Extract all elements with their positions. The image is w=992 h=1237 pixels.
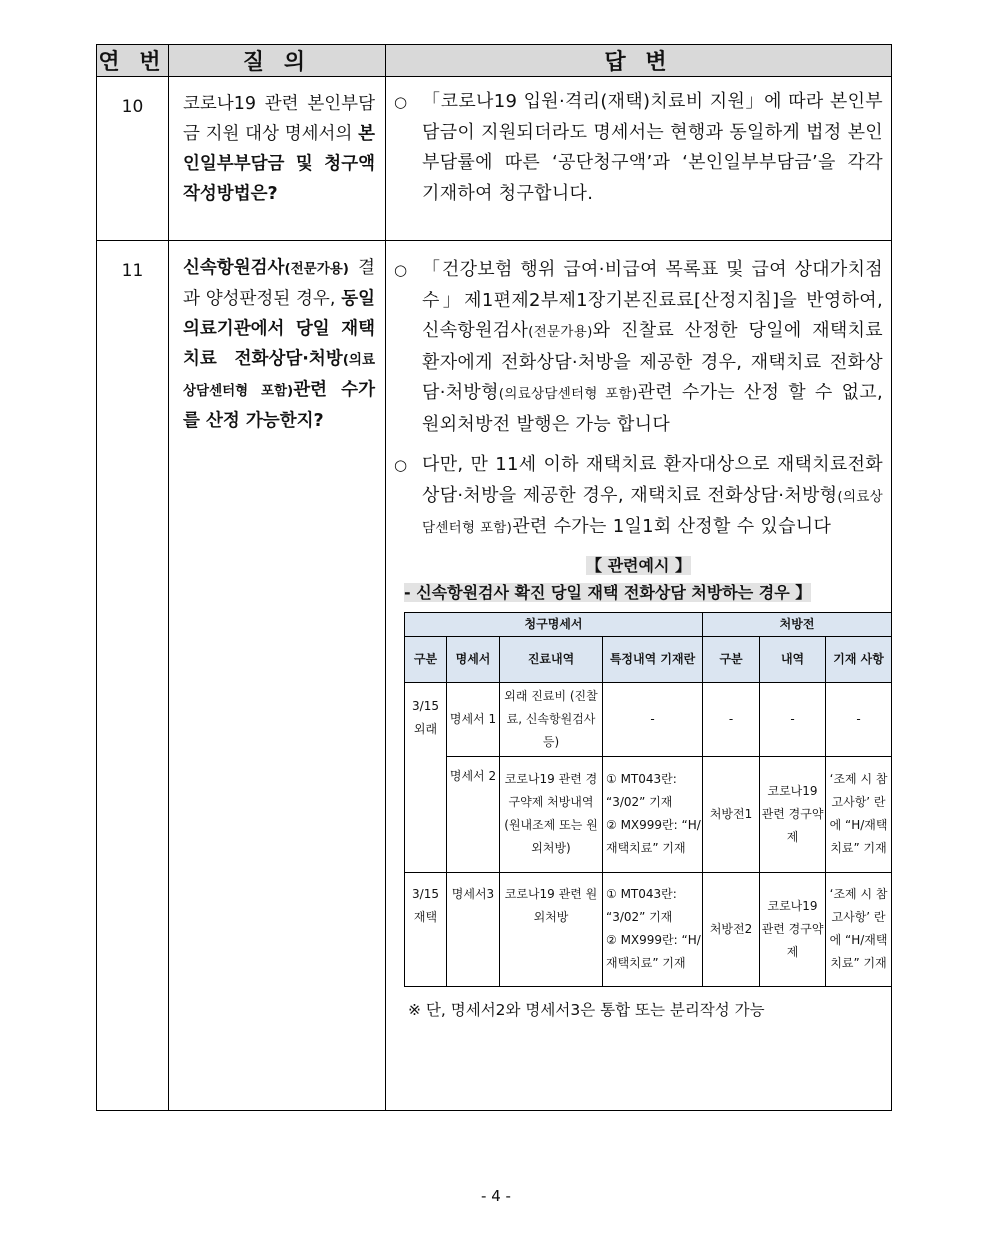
row-number: 11: [97, 241, 169, 1111]
table-cell: 3/15 재택: [405, 872, 447, 986]
circle-bullet-icon: ○: [394, 261, 408, 279]
table-cell: 코로나19 관련 원외처방: [500, 872, 603, 986]
table-cell: 외래 진료비 (진찰료, 신속항원검사 등): [500, 682, 603, 756]
table-cell: 3/15 외래: [405, 682, 447, 872]
answer-cell: [386, 241, 892, 1111]
header-answer: 답 변: [386, 45, 892, 77]
page-number: - 4 -: [481, 1187, 511, 1205]
row-number: 10: [97, 77, 169, 241]
question-cell: [169, 77, 386, 241]
table-cell: 코로나19 관련 경구약제 처방내역 (원내조제 또는 원외처방): [500, 756, 603, 872]
question-bold: 본인일부부담금 및 청구액 작성방법은?: [183, 124, 375, 204]
example-table: 청구명세서 처방전 구분 명세서 진료내역 특정내역 기재란 구분 내역 기재 사항 3/15 외래 명세서 1 외래 진료비 (진찰료, 신속항원검사 등) - - - - 명세서 2 코로나19 관련 경구약제 처방내역 (원내조제 또는 원외처방) ① MT043란: “3/02” 기재 ② MX999란: “H/재택치료” 기재 처방전1 코로나19 관련 경구약제 ‘조제 시 참고사항’ 란에 “H/재택치료” 기재 3/15 재택 명세서3 코로나19 관련 원외처방 ① MT043란: “3/02” 기재 ② MX999란: “H/재택치료” 기재 처방전2 코로나19 관련 경구약제 ‘조제 시 참고사항’ 란에 “H/재택치료” 기재: [404, 612, 892, 987]
circle-bullet-icon: ○: [394, 456, 408, 474]
table-cell: 명세서3: [447, 872, 500, 986]
question-cell: 신속항원검사(전문가용) 결과 양성판정된 경우, 동일 의료기관에서 당일 재택치료 전화상담·처방(의료상담센터형 포함)관련 수가를 산정 가능한지?: [169, 241, 386, 1111]
footnote: ※ 단, 명세서2와 명세서3은 통합 또는 분리작성 가능: [408, 1000, 765, 1019]
example-title: 【 관련예시 】: [586, 555, 691, 575]
header-no: 연 번: [97, 45, 169, 77]
question-text: 코로나19 관련 본인부담금 지원 대상 명세서의: [183, 94, 375, 144]
header-claim: 청구명세서: [405, 612, 703, 636]
header-question: 질 의: [169, 45, 386, 77]
table-cell: 명세서 2: [447, 756, 500, 872]
example-subtitle: - 신속항원검사 확진 당일 재택 전화상담 처방하는 경우 】: [404, 582, 812, 602]
answer-text: 다만, 만 11세 이하 재택치료 환자대상으로 재택치료전화상담·처방을 제공한 경우, 재택치료 전화상담·처방형(의료상담센터형 포함)관련 수가는 1일1회 산정할 수 있습니다: [422, 454, 883, 537]
answer-text: 「코로나19 입원·격리(재택)치료비 지원」에 따라 본인부담금이 지원되더라도 명세서는 현행과 동일하게 법정 본인부담률에 따른 ‘공단청구액’과 ‘본인일부부담금’을 각각 기재하여 청구합니다.: [422, 91, 883, 204]
answer-cell: [386, 77, 892, 241]
answer-text: 「건강보험 행위 급여·비급여 목록표 및 급여 상대가치점수」제1편제2부제1장기본진료료[산정지침]을 반영하여, 신속항원검사(전문가용)와 진찰료 산정한 당일에 재택치료 환자에게 전화상담·처방을 제공한 경우, 재택치료 전화상담·처방형(의료상담센터형 포함)관련 수가는 산정 할 수 없고, 원외처방전 발행은 가능 합니다: [422, 259, 883, 435]
circle-bullet-icon: ○: [394, 93, 408, 111]
table-cell: 명세서 1: [447, 682, 500, 756]
qa-table: [96, 44, 892, 1111]
header-prescription: 처방전: [703, 612, 892, 636]
